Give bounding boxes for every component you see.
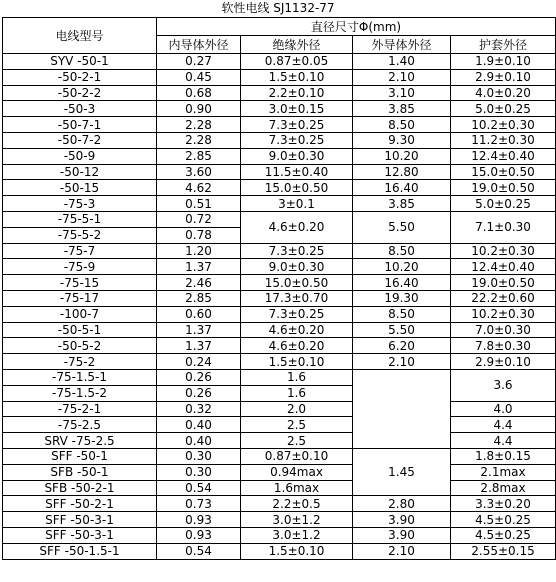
outer-cell: 12.80 (353, 164, 451, 180)
sheath-cell: 12.4±0.40 (451, 259, 556, 275)
outer-cell: 9.30 (353, 132, 451, 148)
table-row (3, 543, 556, 559)
header-inner-conductor: 内导体外径 (157, 36, 241, 54)
model-cell: -75-5-1 (3, 211, 157, 227)
model-cell: -75-9 (3, 259, 157, 275)
sheath-cell: 19.0±0.50 (451, 275, 556, 291)
table-row (3, 512, 556, 528)
insulation-cell: 1.5±0.10 (241, 543, 353, 559)
table-row (3, 54, 556, 70)
outer-cell: 10.20 (353, 148, 451, 164)
insulation-cell: 3.0±1.2 (241, 527, 353, 543)
table-row (3, 306, 556, 322)
sheath-cell: 4.4 (451, 417, 556, 433)
insulation-cell: 4.6±0.20 (241, 211, 353, 243)
table-row (3, 148, 556, 164)
insulation-cell: 9.0±0.30 (241, 259, 353, 275)
model-cell: SFF -50-1.5-1 (3, 543, 157, 559)
table-body (3, 54, 556, 560)
insulation-cell: 0.94max (241, 464, 353, 480)
insulation-cell: 1.5±0.10 (241, 69, 353, 85)
model-cell: -50-12 (3, 164, 157, 180)
inner-cell: 0.93 (157, 527, 241, 543)
sheath-cell: 19.0±0.50 (451, 180, 556, 196)
table-row (3, 101, 556, 117)
document-title: 软性电线 SJ1132-77 (221, 1, 335, 15)
table-row (3, 496, 556, 512)
model-cell: -50-7-2 (3, 132, 157, 148)
insulation-cell: 2.2±0.10 (241, 85, 353, 101)
inner-cell: 0.40 (157, 417, 241, 433)
insulation-cell: 2.2±0.5 (241, 496, 353, 512)
inner-cell: 1.37 (157, 259, 241, 275)
inner-cell: 0.72 (157, 211, 241, 227)
inner-cell: 0.54 (157, 480, 241, 496)
model-cell: -75-2.5 (3, 417, 157, 433)
insulation-cell: 7.3±0.25 (241, 306, 353, 322)
sheath-cell: 3.3±0.20 (451, 496, 556, 512)
model-cell: -50-7-1 (3, 117, 157, 133)
table-row (3, 117, 556, 133)
inner-cell: 0.26 (157, 385, 241, 401)
outer-cell: 3.90 (353, 527, 451, 543)
sheath-cell: 4.4 (451, 433, 556, 449)
model-cell: SYV -50-1 (3, 54, 157, 70)
sheath-cell: 2.55±0.15 (451, 543, 556, 559)
inner-cell: 0.60 (157, 306, 241, 322)
outer-cell: 10.20 (353, 259, 451, 275)
outer-cell: 1.40 (353, 54, 451, 70)
sheath-cell: 4.0±0.20 (451, 85, 556, 101)
table-row (3, 433, 556, 449)
insulation-cell: 2.5 (241, 433, 353, 449)
table-row (3, 527, 556, 543)
sheath-cell: 2.8max (451, 480, 556, 496)
insulation-cell: 4.6±0.20 (241, 338, 353, 354)
insulation-cell: 7.3±0.25 (241, 132, 353, 148)
table-row (3, 164, 556, 180)
insulation-cell: 7.3±0.25 (241, 243, 353, 259)
table-row (3, 275, 556, 291)
outer-cell: 3.10 (353, 85, 451, 101)
insulation-cell: 4.6±0.20 (241, 322, 353, 338)
outer-cell: 3.85 (353, 101, 451, 117)
inner-cell: 2.85 (157, 290, 241, 306)
model-cell: SFF -50-1 (3, 448, 157, 464)
insulation-cell: 7.3±0.25 (241, 117, 353, 133)
insulation-cell: 1.6max (241, 480, 353, 496)
outer-cell: 3.90 (353, 512, 451, 528)
inner-cell: 0.93 (157, 512, 241, 528)
inner-cell: 2.85 (157, 148, 241, 164)
sheath-cell: 5.0±0.25 (451, 196, 556, 212)
inner-cell: 1.37 (157, 322, 241, 338)
inner-cell: 2.28 (157, 117, 241, 133)
outer-cell: 3.85 (353, 196, 451, 212)
outer-cell: 8.50 (353, 117, 451, 133)
table-row (3, 243, 556, 259)
inner-cell: 2.46 (157, 275, 241, 291)
sheath-cell: 4.5±0.25 (451, 527, 556, 543)
inner-cell: 0.26 (157, 369, 241, 385)
model-cell: SFB -50-2-1 (3, 480, 157, 496)
sheath-cell: 15.0±0.50 (451, 164, 556, 180)
model-cell: -50-9 (3, 148, 157, 164)
insulation-cell: 11.5±0.40 (241, 164, 353, 180)
table-row (3, 354, 556, 370)
model-cell: -50-5-1 (3, 322, 157, 338)
model-cell: -75-1.5-2 (3, 385, 157, 401)
table-row (3, 259, 556, 275)
header-insulation: 绝缘外径 (241, 36, 353, 54)
header-outer-conductor: 外导体外径 (353, 36, 451, 54)
sheath-cell: 7.8±0.30 (451, 338, 556, 354)
sheath-cell: 4.5±0.25 (451, 512, 556, 528)
insulation-cell: 1.6 (241, 385, 353, 401)
header-sheath: 护套外径 (451, 36, 556, 54)
sheath-cell: 10.2±0.30 (451, 117, 556, 133)
sheath-cell: 1.9±0.10 (451, 54, 556, 70)
insulation-cell: 1.6 (241, 369, 353, 385)
model-cell: -100-7 (3, 306, 157, 322)
table-row (3, 480, 556, 496)
table-row (3, 290, 556, 306)
inner-cell: 0.40 (157, 433, 241, 449)
outer-cell: 2.10 (353, 354, 451, 370)
outer-cell: 8.50 (353, 243, 451, 259)
outer-cell: 5.50 (353, 211, 451, 243)
inner-cell: 4.62 (157, 180, 241, 196)
insulation-cell: 2.0 (241, 401, 353, 417)
table-header (3, 18, 556, 54)
inner-cell: 0.73 (157, 496, 241, 512)
model-cell: SFF -50-2-1 (3, 496, 157, 512)
outer-cell: 16.40 (353, 275, 451, 291)
model-cell: SFF -50-3-1 (3, 527, 157, 543)
inner-cell: 3.60 (157, 164, 241, 180)
inner-cell: 0.32 (157, 401, 241, 417)
insulation-cell: 15.0±0.50 (241, 275, 353, 291)
outer-cell-empty (353, 369, 451, 448)
table-row (3, 85, 556, 101)
sheath-cell: 11.2±0.30 (451, 132, 556, 148)
model-cell: -75-7 (3, 243, 157, 259)
model-cell: SFF -50-3-1 (3, 512, 157, 528)
table-row (3, 464, 556, 480)
outer-cell: 16.40 (353, 180, 451, 196)
inner-cell: 0.30 (157, 448, 241, 464)
sheath-cell: 7.1±0.30 (451, 211, 556, 243)
insulation-cell: 3±0.1 (241, 196, 353, 212)
outer-cell: 6.20 (353, 338, 451, 354)
sheath-cell: 4.0 (451, 401, 556, 417)
model-cell: -75-2 (3, 354, 157, 370)
inner-cell: 0.27 (157, 54, 241, 70)
model-cell: SFB -50-1 (3, 464, 157, 480)
outer-cell: 5.50 (353, 322, 451, 338)
inner-cell: 0.51 (157, 196, 241, 212)
outer-cell: 1.45 (353, 448, 451, 495)
sheath-cell: 3.6 (451, 369, 556, 401)
cable-spec-table (2, 17, 556, 560)
table-row (3, 180, 556, 196)
inner-cell: 0.78 (157, 227, 241, 243)
insulation-cell: 1.5±0.10 (241, 354, 353, 370)
sheath-cell: 2.1max (451, 464, 556, 480)
model-cell: -50-3 (3, 101, 157, 117)
inner-cell: 0.68 (157, 85, 241, 101)
insulation-cell: 3.0±0.15 (241, 101, 353, 117)
table-row (3, 401, 556, 417)
sheath-cell: 2.9±0.10 (451, 69, 556, 85)
table-row (3, 417, 556, 433)
inner-cell: 0.45 (157, 69, 241, 85)
insulation-cell: 2.5 (241, 417, 353, 433)
table-row (3, 448, 556, 464)
model-cell: -75-2-1 (3, 401, 157, 417)
model-cell: -50-2-2 (3, 85, 157, 101)
insulation-cell: 15.0±0.50 (241, 180, 353, 196)
insulation-cell: 0.87±0.05 (241, 54, 353, 70)
table-row (3, 322, 556, 338)
model-cell: -75-15 (3, 275, 157, 291)
model-cell: -50-5-2 (3, 338, 157, 354)
model-cell: -50-2-1 (3, 69, 157, 85)
inner-cell: 0.54 (157, 543, 241, 559)
inner-cell: 2.28 (157, 132, 241, 148)
table-row (3, 211, 556, 227)
inner-cell: 1.37 (157, 338, 241, 354)
sheath-cell: 10.2±0.30 (451, 243, 556, 259)
table-row (3, 69, 556, 85)
inner-cell: 0.30 (157, 464, 241, 480)
sheath-cell: 22.2±0.60 (451, 290, 556, 306)
sheath-cell: 2.9±0.10 (451, 354, 556, 370)
outer-cell: 2.10 (353, 543, 451, 559)
table-row (3, 196, 556, 212)
sheath-cell: 12.4±0.40 (451, 148, 556, 164)
model-cell: -75-5-2 (3, 227, 157, 243)
insulation-cell: 9.0±0.30 (241, 148, 353, 164)
sheath-cell: 1.8±0.15 (451, 448, 556, 464)
table-row (3, 369, 556, 385)
sheath-cell: 10.2±0.30 (451, 306, 556, 322)
model-cell: -75-1.5-1 (3, 369, 157, 385)
insulation-cell: 0.87±0.10 (241, 448, 353, 464)
header-model: 电线型号 (3, 18, 157, 54)
insulation-cell: 17.3±0.70 (241, 290, 353, 306)
model-cell: -75-17 (3, 290, 157, 306)
inner-cell: 1.20 (157, 243, 241, 259)
outer-cell: 2.80 (353, 496, 451, 512)
outer-cell: 2.10 (353, 69, 451, 85)
table-row (3, 338, 556, 354)
outer-cell: 8.50 (353, 306, 451, 322)
outer-cell: 19.30 (353, 290, 451, 306)
insulation-cell: 3.0±1.2 (241, 512, 353, 528)
inner-cell: 0.24 (157, 354, 241, 370)
model-cell: SRV -75-2.5 (3, 433, 157, 449)
sheath-cell: 7.0±0.30 (451, 322, 556, 338)
model-cell: -75-3 (3, 196, 157, 212)
table-row (3, 132, 556, 148)
header-dimension-group: 直径尺寸Φ(mm) (157, 18, 556, 36)
model-cell: -50-15 (3, 180, 157, 196)
inner-cell: 0.90 (157, 101, 241, 117)
sheath-cell: 5.0±0.25 (451, 101, 556, 117)
